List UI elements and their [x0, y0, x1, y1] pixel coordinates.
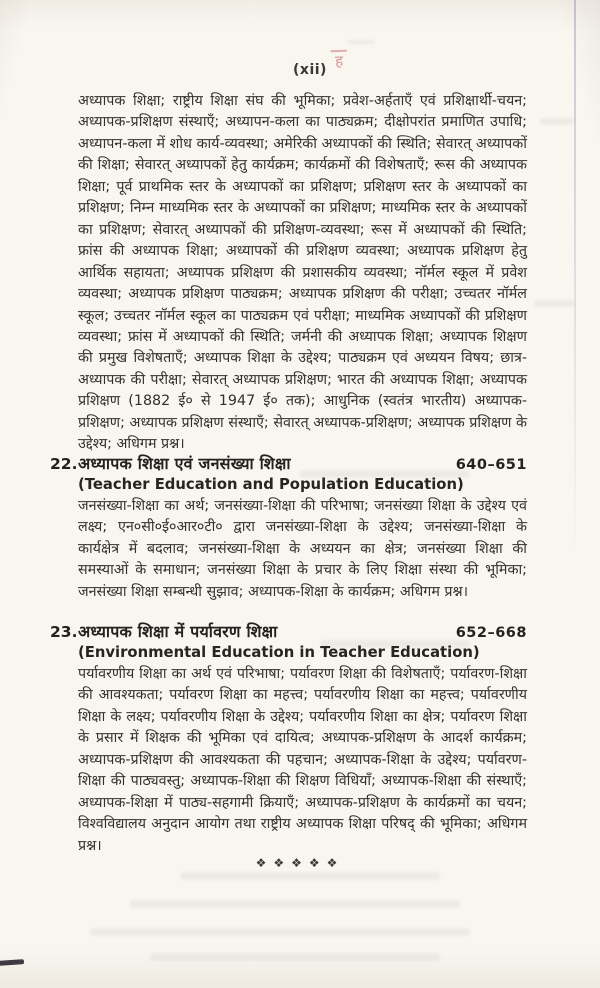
chapter-page-range: 640–651 — [455, 457, 527, 473]
section-end-ornament: ❖❖❖❖❖ — [255, 856, 345, 870]
toc-entry-22 — [50, 452, 527, 603]
bleedthrough-smudge — [180, 872, 440, 880]
bleedthrough-smudge — [534, 300, 574, 307]
chapter-title-hindi: अध्यापक शिक्षा में पर्यावरण शिक्षा — [78, 622, 278, 641]
chapter-number: 23. — [50, 623, 78, 641]
bleedthrough-smudge — [540, 118, 574, 125]
chapter-topics-continued: अध्यापक शिक्षा; राष्ट्रीय शिक्षा संघ की भूमिका; प्रवेश-अर्हताएँ एवं प्रशिक्षार्थी-चयन; अध्यापक-प्रशिक्षण संस्थाएँ; अध्यापन-कला का पाठ्यक्रम; दीक्षोपरांत प्रमाणित उपाधि; अध्यापन-कला में शोध कार्य-व्यवस्था; अमेरिकी अध्यापकों की स्थिति; सेवारत् अध्यापकों की शिक्षा; सेवारत् अध्यापकों हेतु कार्यक्रम; कार्यक्रमों की विशेषताएँ; रूस की अध्यापक शिक्षा; पूर्व प्राथमिक स्तर के अध्यापकों का प्रशिक्षण; प्रशिक्षण स्तर के अध्यापकों का प्रशिक्षण; निम्न माध्यमिक स्तर के अध्यापकों का प्रशिक्षण; माध्यमिक स्तर के अध्यापकों का प्रशिक्षण; सेवारत् अध्यापकों की प्रशिक्षण-व्यवस्था; रूस में अध्यापकों की स्थिति; फ्रांस की अध्यापक शिक्षा; अध्यापकों की प्रशिक्षण व्यवस्था; अध्यापक प्रशिक्षण हेतु आर्थिक सहायता; अध्यापक प्रशिक्षण की प्रशासकीय व्यवस्था; नॉर्मल स्कूल में प्रवेश व्यवस्था; अध्यापक प्रशिक्षण पाठ्यक्रम; अध्यापक प्रशिक्षण की परीक्षा; उच्चतर नॉर्मल स्कूल; उच्चतर नॉर्मल स्कूल का पाठ्यक्रम एवं परीक्षा; माध्यमिक अध्यापकों की प्रशिक्षण व्यवस्था; फ्रांस में अध्यापकों की स्थिति; जर्मनी की अध्यापक शिक्षा; अध्यापक शिक्षण की प्रमुख विशेषताएँ; अध्यापक शिक्षा के उद्देश्य; पाठ्यक्रम एवं अध्ययन विषय; छात्र-अध्यापक की परीक्षा; सेवारत् अध्यापक प्रशिक्षण; भारत की अध्यापक शिक्षा; अध्यापक प्रशिक्षण (1882 ई० से 1947 ई० तक); आधुनिक (स्वतंत्र भारतीय) अध्यापक-प्रशिक्षण; अध्यापक प्रशिक्षण संस्थाएँ; सेवारत् अध्यापक-प्रशिक्षण; अध्यापक प्रशिक्षण के उद्देश्य; अधिगम प्रश्न। — [78, 93, 527, 453]
chapter-topics: पर्यावरणीय शिक्षा का अर्थ एवं परिभाषा; पर्यावरण शिक्षा की विशेषताएँ; पर्यावरण-शिक्षा की आवश्यकता; पर्यावरण शिक्षा का महत्त्व; पर्यावरणीय शिक्षा का महत्त्व; पर्यावरणीय शिक्षा के लक्ष्य; पर्यावरणीय शिक्षा के उद्देश्य; पर्यावरणीय शिक्षा का क्षेत्र; पर्यावरण शिक्षा के प्रसार में शिक्षक की भूमिका एवं दायित्व; अध्यापक-प्रशिक्षण के आदर्श कार्यक्रम; अध्यापक-प्रशिक्षण की आवश्यकता की पहचान; अध्यापक-शिक्षा के उद्देश्य; पर्यावरण-शिक्षा की पाठ्यवस्तु; अध्यापक-शिक्षा की शिक्षण विधियाँ; अध्यापक-शिक्षा की संस्थाएँ; अध्यापक-शिक्षा में पाठ्य-सहगामी क्रियाएँ; अध्यापक-प्रशिक्षण के कार्यक्रमों का चयन; विश्वविद्यालय अनुदान आयोग तथा राष्ट्रीय अध्यापक शिक्षा परिषद् की भूमिका; अधिगम प्रश्न। — [78, 666, 527, 854]
page-folio: (xii) — [293, 62, 327, 78]
corner-ink-mark — [0, 959, 24, 966]
toc-entry-23 — [50, 620, 527, 857]
bleedthrough-smudge — [348, 40, 374, 44]
chapter-page-range: 652–668 — [455, 625, 527, 641]
bleedthrough-smudge — [90, 928, 470, 936]
toc-entry-heading — [50, 452, 527, 474]
red-pen-mark — [331, 50, 348, 69]
chapter-number: 22. — [50, 455, 78, 473]
page-edge-line — [574, 0, 576, 560]
red-pen-mark-glyph: ह — [334, 51, 344, 71]
bleedthrough-smudge — [130, 900, 460, 908]
chapter-title-english: (Teacher Education and Population Education) — [78, 476, 464, 493]
toc-entry-heading — [50, 620, 527, 642]
bleedthrough-smudge — [150, 953, 440, 961]
chapter-title-english: (Environmental Education in Teacher Education) — [78, 644, 480, 661]
chapter-title-hindi: अध्यापक शिक्षा एवं जनसंख्या शिक्षा — [78, 454, 291, 473]
chapter-topics: जनसंख्या-शिक्षा का अर्थ; जनसंख्या-शिक्षा की परिभाषा; जनसंख्या शिक्षा के उद्देश्य एवं लक्ष्य; एन०सी०ई०आर०टी० द्वारा जनसंख्या-शिक्षा के उद्देश्य; जनसंख्या-शिक्षा के कार्यक्षेत्र में बदलाव; जनसंख्या-शिक्षा के अध्ययन का क्षेत्र; जनसंख्या शिक्षा की समस्याओं के समाधान; जनसंख्या शिक्षा के प्रचार के लिए शिक्षा संस्था की भूमिका; जनसंख्या शिक्षा सम्बन्धी सुझाव; अध्यापक-शिक्षा के कार्यक्रम; अधिगम प्रश्न। — [78, 498, 527, 600]
